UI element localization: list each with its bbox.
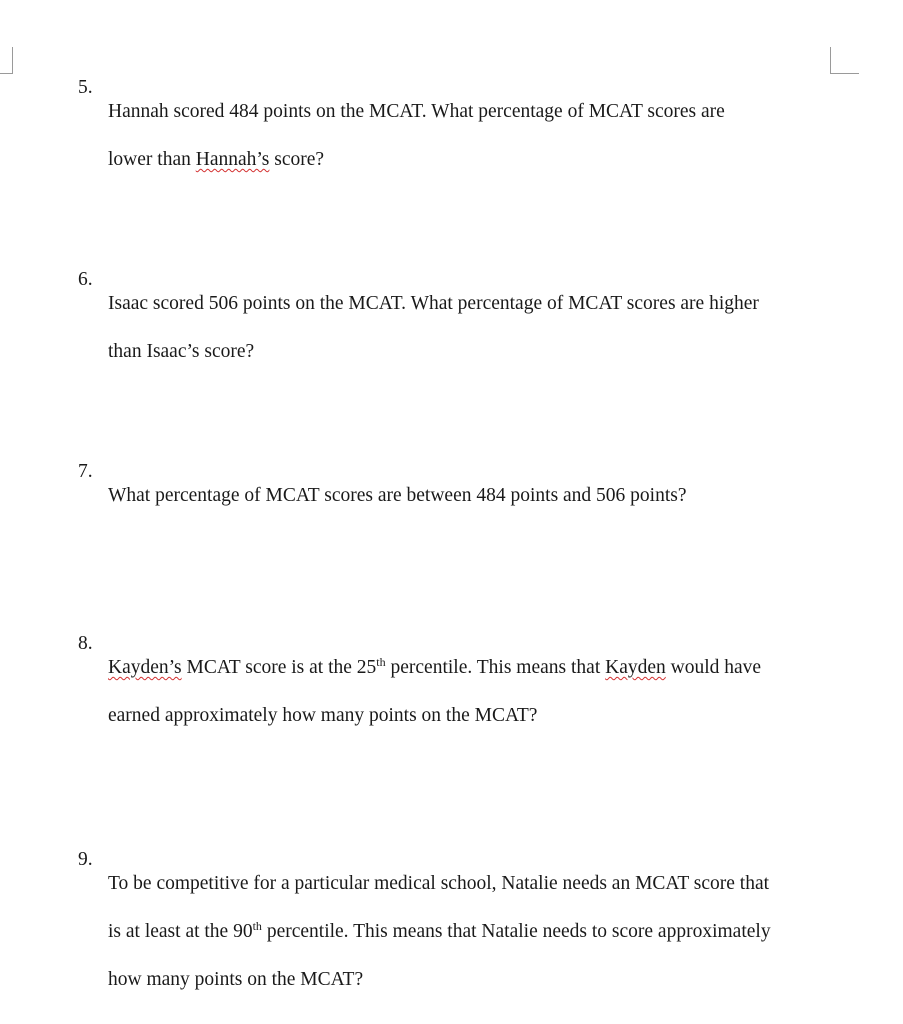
question-line-text: lower than [108,149,196,170]
question-5 [78,76,838,196]
question-number: 9. [78,849,93,870]
spellcheck-flagged-word[interactable]: Kayden’s [108,657,182,678]
question-number: 8. [78,633,93,654]
question-line-text: percentile. This means that Natalie needs to score approximately [261,921,771,942]
question-text [108,460,838,532]
spellcheck-flagged-word[interactable]: Hannah’s [195,149,270,170]
question-line [108,148,838,172]
question-text [108,848,838,1016]
question-number: 7. [78,461,93,482]
ordinal-superscript: th [252,919,262,933]
spellcheck-flagged-word[interactable]: Kayden [605,657,666,678]
question-text [108,268,838,388]
question-8 [78,632,838,752]
ordinal-superscript: th [376,655,386,669]
question-line: how many points on the MCAT? [108,969,364,990]
right-margin-corner-mark [830,47,859,74]
question-line: Hannah scored 484 points on the MCAT. What percentage of MCAT scores are [108,101,725,122]
question-text [108,632,838,752]
question-9 [78,848,838,1016]
question-line: earned approximately how many points on the MCAT? [108,705,538,726]
question-line [108,920,838,944]
question-line-text: is at least at the 90 [108,921,253,942]
question-number: 6. [78,269,93,290]
question-line-text: percentile. This means that [385,657,606,678]
question-text [108,76,838,196]
question-line-text: would have [665,657,762,678]
question-7 [78,460,838,532]
question-line: What percentage of MCAT scores are between 484 points and 506 points? [108,485,687,506]
question-number: 5. [78,77,93,98]
question-line: Isaac scored 506 points on the MCAT. What percentage of MCAT scores are higher [108,293,759,314]
question-line: To be competitive for a particular medical school, Natalie needs an MCAT score that [108,873,770,894]
question-6 [78,268,838,388]
left-margin-corner-mark [0,47,13,74]
question-line-text: score? [269,149,325,170]
question-line: than Isaac’s score? [108,341,255,362]
question-line [108,656,838,680]
question-line-text: MCAT score is at the 25 [181,657,377,678]
